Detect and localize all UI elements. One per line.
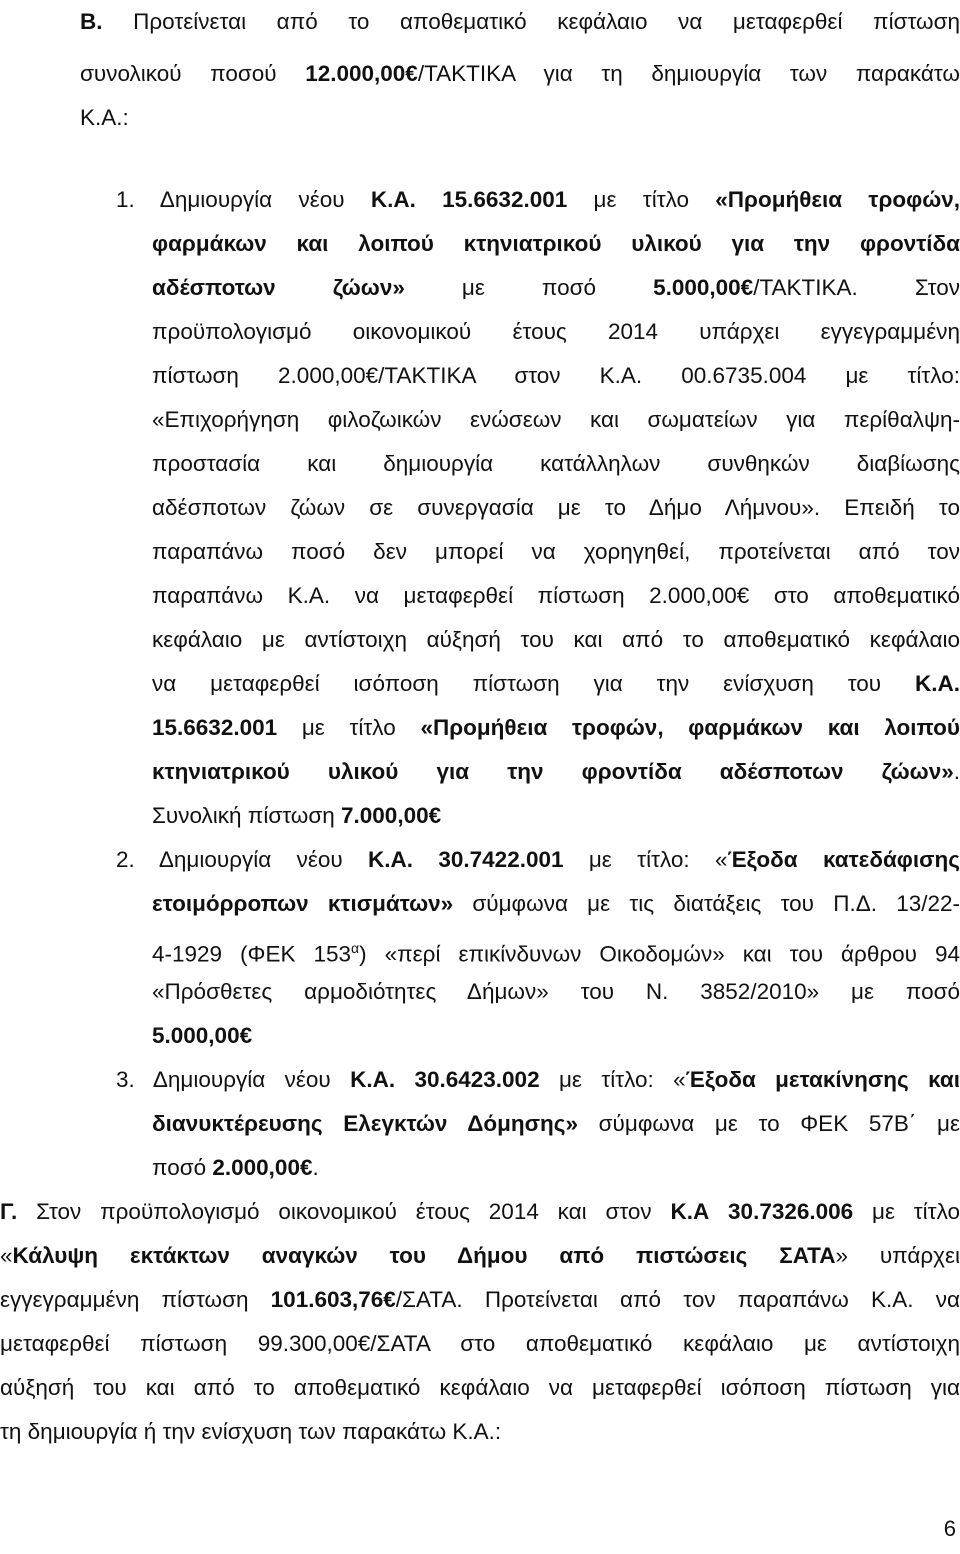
text-segment: με τίτλο: « [539,1067,686,1092]
text-segment: 2. Δημιουργία νέου [116,847,369,872]
text-segment: με τίτλο [277,715,421,740]
bold-text: αδέσποτων ζώων» [152,275,405,300]
bold-text: Κ.Α. 15.6632.001 [370,187,568,212]
text-line [0,882,960,926]
text-segment: με τίτλο [853,1199,960,1224]
text-segment: ) «περί επικίνδυνων Οικοδομών» και του άρθρου 94 [359,941,960,967]
text-line [0,794,960,838]
text-line [0,178,960,222]
text-line [0,354,960,398]
text-segment: αύξησή του και από το αποθεματικό κεφάλαιο να μεταφερθεί ισόποση πίστωση για [0,1375,960,1400]
text-segment: αδέσποτων ζώων σε συνεργασία με το Δήμο Λήμνου». Επειδή το [152,495,960,520]
bold-text: Έξοδα μετακίνησης και [685,1067,960,1092]
text-segment: /ΤΑΚΤΙΚΑ για τη δημιουργία των παρακάτω [417,61,960,86]
bold-text: Κ.Α. 30.7422.001 [368,847,564,872]
text-line [0,530,960,574]
text-segment: προϋπολογισμό οικονομικού έτους 2014 υπάρχει εγγεγραμμένη [152,319,960,344]
text-line [0,0,960,44]
text-segment: 1. Δημιουργία νέου [116,187,371,212]
bold-text: «Προμήθεια τροφών, φαρμάκων και λοιπού [420,715,960,740]
text-line [0,1190,960,1234]
text-segment: . [953,759,960,784]
text-segment: συνολικού ποσού [80,61,306,86]
bold-text: Κάλυψη εκτάκτων αναγκών του Δήμου από πιστώσεις ΣΑΤΑ [12,1243,836,1268]
text-segment: εγγεγραμμένη πίστωση [0,1287,271,1312]
text-line [0,750,960,794]
text-segment: να μεταφερθεί ισόποση πίστωση για την ενίσχυση του [152,671,915,696]
text-line [0,1278,960,1322]
text-segment: κεφάλαιο με αντίστοιχη αύξησή του και από το αποθεματικό κεφάλαιο [152,627,960,652]
text-segment: με ποσό [404,275,654,300]
text-line [0,266,960,310]
bold-text: Κ.Α 30.7326.006 [670,1199,854,1224]
text-segment: /ΣΑΤΑ. Προτείνεται από τον παραπάνω Κ.Α. να [395,1287,960,1312]
bold-text: 5.000,00€ [653,275,754,300]
text-segment: . [312,1155,319,1180]
bold-text: 15.6632.001 [152,715,278,740]
text-line [0,1410,960,1454]
text-segment: μεταφερθεί πίστωση 99.300,00€/ΣΑΤΑ στο αποθεματικό κεφάλαιο με αντίστοιχη [0,1331,960,1356]
text-line [0,486,960,530]
text-segment: Προτείνεται από το αποθεματικό κεφάλαιο να μεταφερθεί πίστωση [102,9,960,34]
text-line [0,398,960,442]
bold-text: 5.000,00€ [152,1023,253,1048]
text-segment: με τίτλο [567,187,716,212]
text-segment: /ΤΑΚΤΙΚΑ. Στον [753,275,960,300]
text-line [0,926,960,970]
text-line [0,706,960,750]
text-segment: «Πρόσθετες αρμοδιότητες Δήμων» του Ν. 3852/2010» με ποσό [152,979,960,1004]
text-line [0,52,960,96]
text-line [0,1014,960,1058]
text-line [0,970,960,1014]
bold-text: Γ. [0,1199,18,1224]
text-line [0,222,960,266]
text-segment: 3. Δημιουργία νέου [116,1067,351,1092]
text-line [0,838,960,882]
bold-text: φαρμάκων και λοιπού κτηνιατρικού υλικού για την φροντίδα [152,231,960,256]
text-segment: παραπάνω Κ.Α. να μεταφερθεί πίστωση 2.000,00€ στο αποθεματικό [152,583,960,608]
text-segment: « [0,1243,13,1268]
bold-text: Κ.Α. [915,671,960,696]
text-segment: Συνολική πίστωση [152,803,342,828]
bold-text: κτηνιατρικού υλικού για την φροντίδα αδέσποτων ζώων» [152,759,954,784]
text-line [0,1234,960,1278]
text-line [0,618,960,662]
text-line [0,1322,960,1366]
text-line [0,96,960,140]
text-line [0,662,960,706]
text-segment: προστασία και δημιουργία κατάλληλων συνθηκών διαβίωσης [152,451,960,476]
text-segment: 4-1929 (ΦΕΚ 153 [152,941,352,967]
text-segment: α [351,940,360,956]
text-line [0,1146,960,1190]
text-line [0,442,960,486]
bold-text: Β. [80,9,103,34]
text-segment: Στον προϋπολογισμό οικονομικού έτους 2014 και στον [17,1199,671,1224]
text-segment: » υπάρχει [835,1243,960,1268]
bold-text: Έξοδα κατεδάφισης [727,847,960,872]
text-segment: τη δημιουργία ή την ενίσχυση των παρακάτω Κ.Α.: [0,1419,502,1444]
bold-text: 101.603,76€ [270,1287,396,1312]
text-line [0,1366,960,1410]
bold-text: Κ.Α. 30.6423.002 [350,1067,540,1092]
text-line [0,1058,960,1102]
bold-text: διανυκτέρευσης Ελεγκτών Δόμησης» [152,1111,579,1136]
text-line [0,1102,960,1146]
text-segment: ποσό [152,1155,213,1180]
text-segment: παραπάνω ποσό δεν μπορεί να χορηγηθεί, προτείνεται από τον [152,539,960,564]
text-segment: με τίτλο: « [563,847,728,872]
bold-text: 12.000,00€ [305,61,418,86]
bold-text: «Προμήθεια τροφών, [715,187,960,212]
text-segment: σύμφωνα με το ΦΕΚ 57Β΄ με [578,1111,960,1136]
text-segment: πίστωση 2.000,00€/ΤΑΚΤΙΚΑ στον Κ.Α. 00.6735.004 με τίτλο: [152,363,960,388]
text-segment: σύμφωνα με τις διατάξεις του Π.Δ. 13/22- [453,891,960,916]
bold-text: 7.000,00€ [341,803,442,828]
bold-text: 2.000,00€ [212,1155,313,1180]
text-line [0,574,960,618]
text-segment: Κ.Α.: [80,105,129,130]
text-line [0,310,960,354]
page-number: 6 [943,1516,956,1541]
text-segment: «Επιχορήγηση φιλοζωικών ενώσεων και σωματείων για περίθαλψη- [152,407,960,432]
bold-text: ετοιμόρροπων κτισμάτων» [152,891,454,916]
